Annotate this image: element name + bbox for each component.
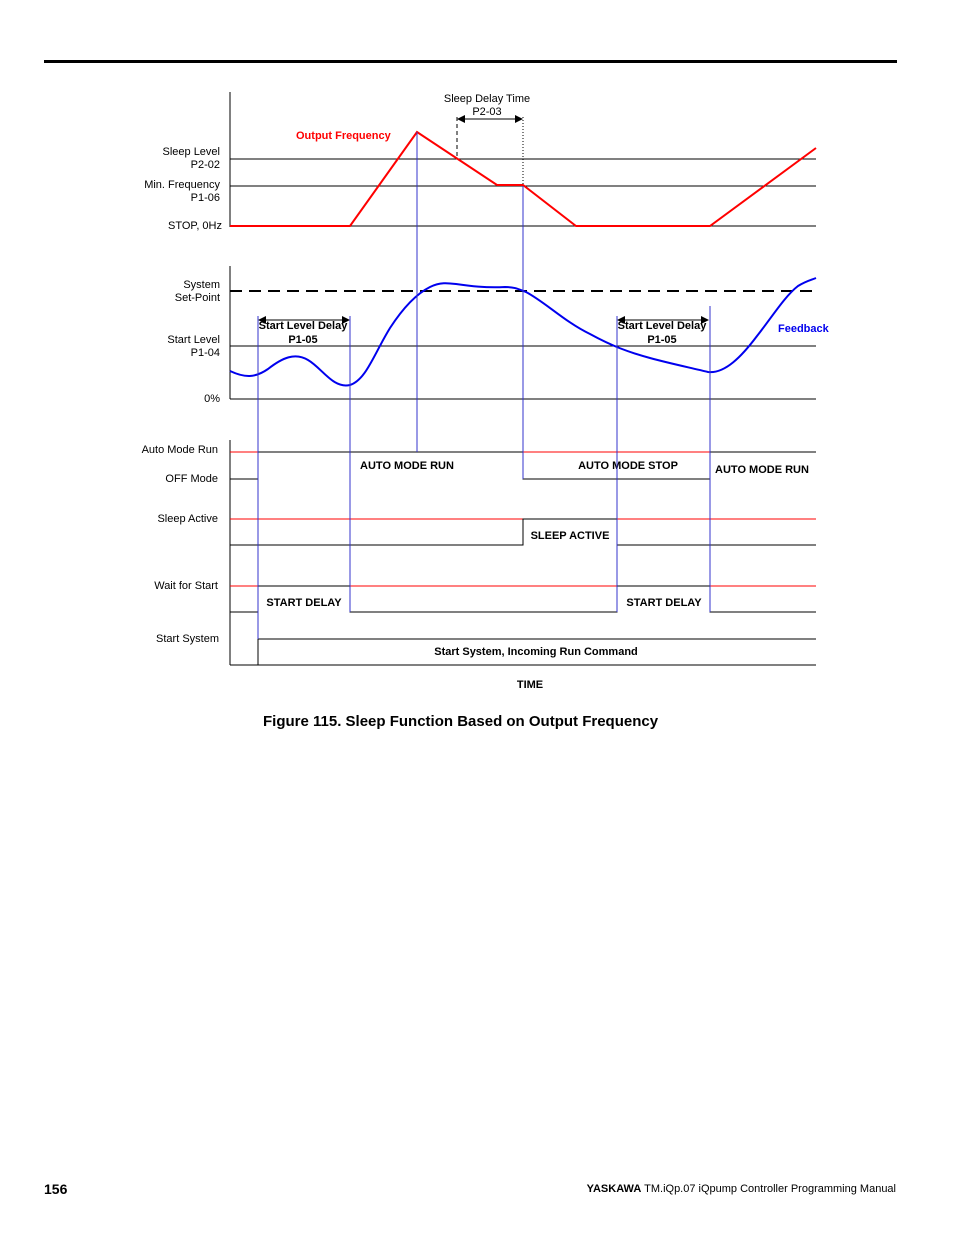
event-markers <box>258 132 710 639</box>
footer-brand: YASKAWA <box>586 1183 642 1195</box>
start-level-delay-param-1: P1-05 <box>288 334 318 346</box>
feedback-panel <box>167 266 829 405</box>
sleep-active-label: Sleep Active <box>157 513 218 525</box>
feedback-label: Feedback <box>778 323 829 335</box>
system-label: System <box>183 279 220 291</box>
wait-for-start-label: Wait for Start <box>154 580 218 592</box>
output-frequency-label: Output Frequency <box>296 130 391 142</box>
state-panel <box>142 440 816 665</box>
start-level-label: Start Level <box>167 334 220 346</box>
state-sleep-active: SLEEP ACTIVE <box>530 530 610 542</box>
min-frequency-param: P1-06 <box>190 192 220 204</box>
off-mode-label: OFF Mode <box>165 473 218 485</box>
sleep-level-label: Sleep Level <box>162 146 220 158</box>
min-frequency-label: Min. Frequency <box>144 179 220 191</box>
start-level-delay-label-2: Start Level Delay <box>617 320 707 332</box>
zero-label: 0% <box>204 393 220 405</box>
state-auto-mode-stop: AUTO MODE STOP <box>578 460 678 472</box>
setpoint-label: Set-Point <box>174 292 220 304</box>
state-start-delay-2: START DELAY <box>626 597 702 609</box>
sleep-delay-time-label: Sleep Delay Time <box>443 93 531 105</box>
state-start-delay: START DELAY <box>266 597 342 609</box>
start-system-label: Start System <box>156 633 219 645</box>
state-auto-mode-run: AUTO MODE RUN <box>360 460 454 472</box>
state-auto-mode-run-2: AUTO MODE RUN <box>715 464 809 476</box>
footer <box>587 1183 896 1195</box>
time-axis-label: TIME <box>516 679 544 691</box>
sleep-level-param: P2-02 <box>190 159 220 171</box>
auto-mode-run-label: Auto Mode Run <box>141 444 218 456</box>
page-number: 156 <box>44 1181 68 1197</box>
footer-title: TM.iQp.07 iQpump Controller Programming Manual <box>644 1183 896 1195</box>
state-start-system: Start System, Incoming Run Command <box>434 646 638 658</box>
start-level-delay-label-1: Start Level Delay <box>258 320 348 332</box>
sleep-delay-time-param: P2-03 <box>472 106 502 118</box>
stop-label: STOP, 0Hz <box>167 220 222 232</box>
sleep-state-trace <box>230 519 816 545</box>
frequency-panel <box>144 92 816 232</box>
start-level-delay-param-2: P1-05 <box>647 334 677 346</box>
figure-caption: Figure 115. Sleep Function Based on Output Frequency <box>263 713 659 730</box>
start-level-param: P1-04 <box>190 347 220 359</box>
